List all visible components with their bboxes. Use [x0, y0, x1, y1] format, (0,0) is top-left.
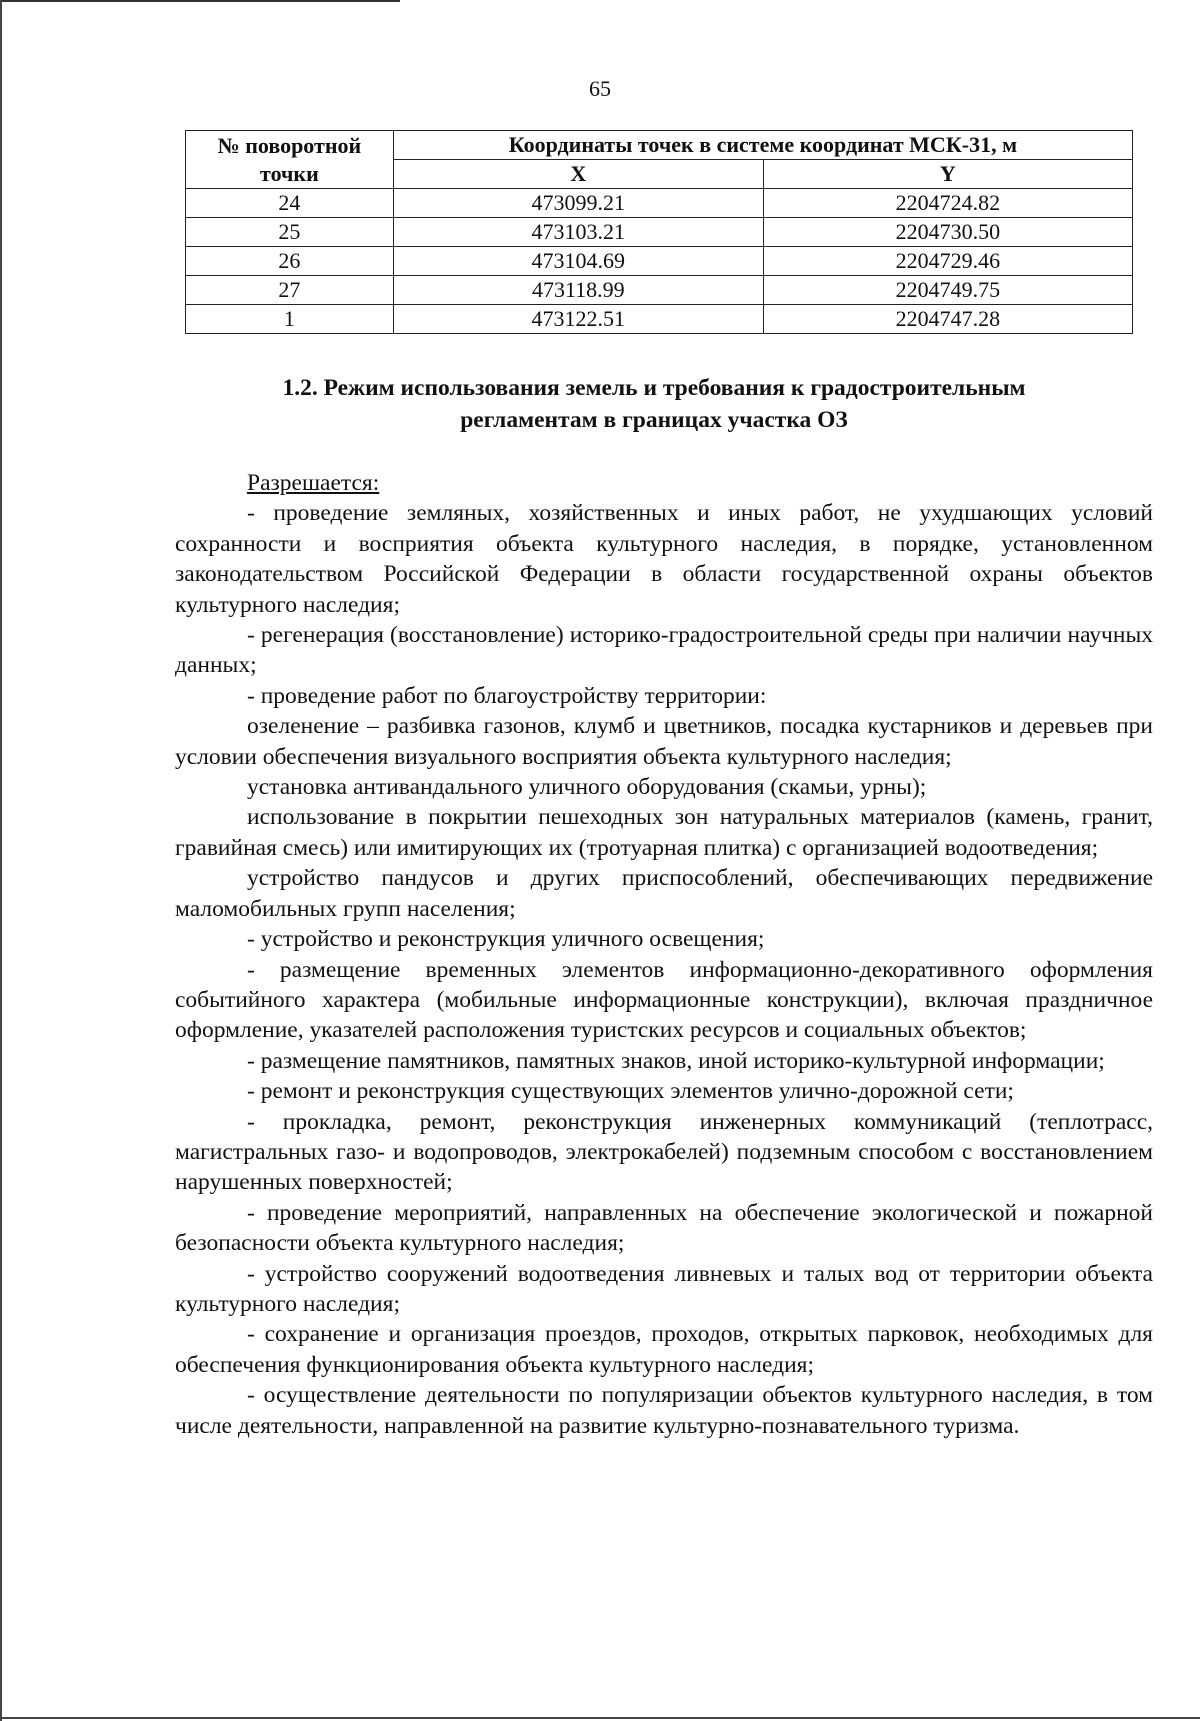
- scan-edge-top: [0, 0, 400, 2]
- cell-x: 473103.21: [393, 218, 763, 247]
- paragraph: устройство пандусов и других приспособлений, обеспечивающих передвижение маломобильных групп населения;: [175, 865, 1153, 922]
- cell-point: 1: [186, 305, 394, 334]
- cell-y: 2204747.28: [763, 305, 1132, 334]
- section-title-line-2: регламентам в границах участка ОЗ: [460, 407, 848, 433]
- cell-y: 2204729.46: [763, 247, 1132, 276]
- section-title-line-1: 1.2. Режим использования земель и требования к градостроительным: [282, 375, 1026, 401]
- table-header-row: [186, 131, 1133, 160]
- table-row: [186, 247, 1133, 276]
- header-point-number: № поворотной точки: [186, 131, 394, 189]
- table-row: [186, 305, 1133, 334]
- paragraph: - прокладка, ремонт, реконструкция инженерных коммуникаций (теплотрасс, магистральных газо- и водопроводов, электрокабелей) подземным способом с восстановлением нарушенных поверхностей;: [175, 1108, 1153, 1196]
- cell-point: 25: [186, 218, 394, 247]
- cell-y: 2204724.82: [763, 189, 1132, 218]
- paragraph: озеленение – разбивка газонов, клумб и цветников, посадка кустарников и деревьев при условии обеспечения визуального восприятия объекта культурного наследия;: [175, 713, 1153, 770]
- cell-x: 473118.99: [393, 276, 763, 305]
- cell-point: 27: [186, 276, 394, 305]
- cell-x: 473122.51: [393, 305, 763, 334]
- cell-y: 2204730.50: [763, 218, 1132, 247]
- header-y: Y: [763, 160, 1132, 189]
- cell-point: 24: [186, 189, 394, 218]
- page-number: 65: [589, 76, 611, 101]
- allowed-heading-paragraph: [175, 468, 1153, 498]
- table-row: [186, 218, 1133, 247]
- paragraph: - регенерация (восстановление) историко-градостроительной среды при наличии научных данных;: [175, 622, 1153, 679]
- header-x: X: [393, 160, 763, 189]
- paragraph: - размещение памятников, памятных знаков, иной историко-культурной информации;: [247, 1047, 1105, 1074]
- section-title: [175, 372, 1133, 436]
- paragraph: - сохранение и организация проездов, проходов, открытых парковок, необходимых для обеспечения функционирования объекта культурного наследия;: [175, 1321, 1153, 1378]
- allowed-heading: Разрешается:: [247, 470, 380, 496]
- paragraph: использование в покрытии пешеходных зон натуральных материалов (камень, гранит, гравийная смесь) или имитирующих их (тротуарная плитка) с организацией водоотведения;: [175, 804, 1153, 861]
- cell-point: 26: [186, 247, 394, 276]
- cell-y: 2204749.75: [763, 276, 1132, 305]
- scan-edge-bottom: [0, 1717, 1200, 1719]
- cell-x: 473104.69: [393, 247, 763, 276]
- paragraph: - размещение временных элементов информационно-декоративного оформления событийного характера (мобильные информационные конструкции), включая праздничное оформление, указателей расположения туристских ресурсов и социальных объектов;: [175, 956, 1153, 1044]
- paragraph: - устройство и реконструкция уличного освещения;: [247, 926, 765, 953]
- paragraph: - устройство сооружений водоотведения ливневых и талых вод от территории объекта культурного наследия;: [175, 1260, 1153, 1317]
- scan-edge-left: [0, 0, 2, 1721]
- body-text: [175, 468, 1153, 1441]
- paragraph: - проведение мероприятий, направленных на обеспечение экологической и пожарной безопасности объекта культурного наследия;: [175, 1199, 1153, 1257]
- paragraph: - проведение земляных, хозяйственных и иных работ, не ухудшающих условий сохранности и восприятия объекта культурного наследия, в порядке, установленном законодательством Российской Федерации в области государственной охраны объектов культурного наследия;: [175, 500, 1153, 618]
- table-row: [186, 276, 1133, 305]
- coordinates-table: [185, 130, 1133, 334]
- paragraph: установка антивандального уличного оборудования (скамьи, урны);: [247, 774, 927, 801]
- paragraph: - осуществление деятельности по популяризации объектов культурного наследия, в том числе деятельности, направленной на развитие культурно-познавательного туризма.: [175, 1382, 1153, 1439]
- paragraph: - проведение работ по благоустройству территории:: [247, 682, 767, 709]
- cell-x: 473099.21: [393, 189, 763, 218]
- header-coordinates: Координаты точек в системе координат МСК-31, м: [393, 131, 1132, 160]
- paragraph: - ремонт и реконструкция существующих элементов улично-дорожной сети;: [247, 1078, 1014, 1105]
- table-row: [186, 189, 1133, 218]
